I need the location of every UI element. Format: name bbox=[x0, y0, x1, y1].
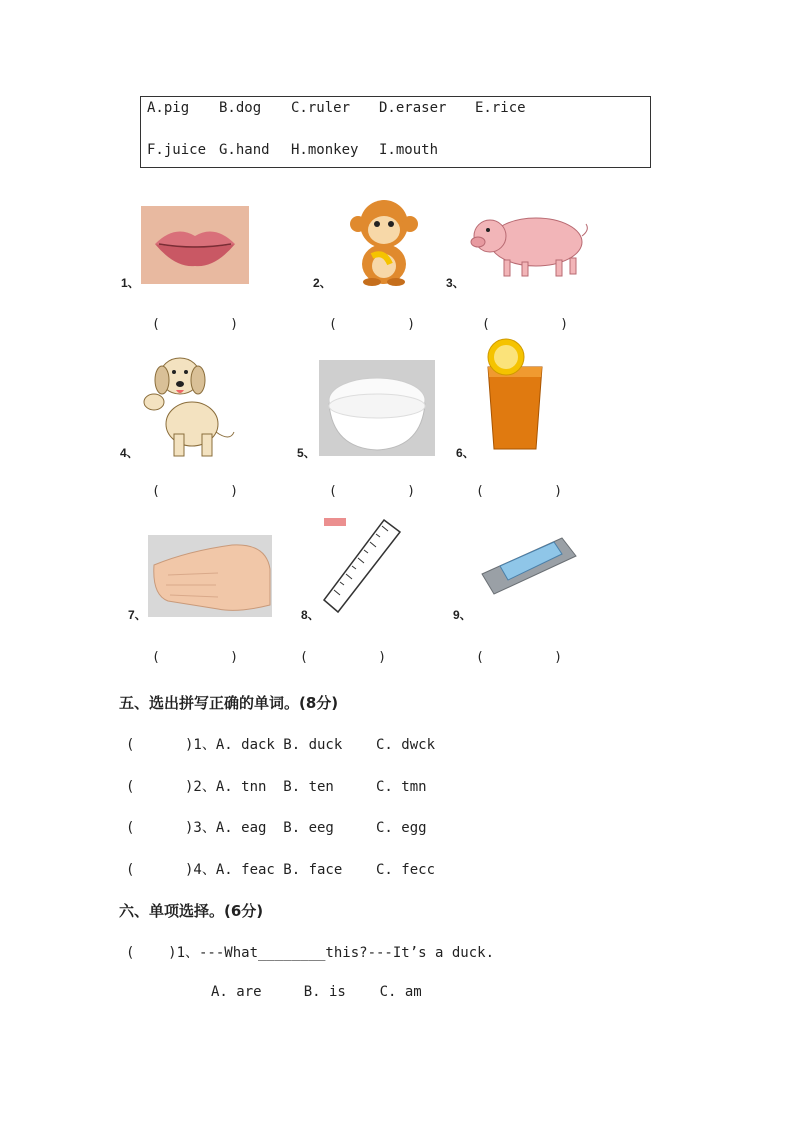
answer-blank[interactable]: ( ) bbox=[329, 484, 416, 499]
word-option: G.hand bbox=[219, 142, 270, 158]
picture-number: 1、 bbox=[121, 276, 140, 290]
word-option: E.rice bbox=[475, 100, 526, 116]
word-option: B.dog bbox=[219, 100, 262, 116]
dog-picture bbox=[140, 350, 238, 458]
pig-picture bbox=[464, 206, 596, 284]
picture-number: 6、 bbox=[456, 446, 475, 460]
picture-number: 5、 bbox=[297, 446, 316, 460]
choice-options: A. are B. is C. am bbox=[211, 984, 422, 1000]
picture-number: 2、 bbox=[313, 276, 332, 290]
section-title: 五、选出拼写正确的单词。(8分) bbox=[119, 694, 339, 712]
choice-question: ( )1、---What________this?---It’s a duck. bbox=[126, 945, 495, 961]
word-option: D.eraser bbox=[379, 100, 447, 116]
rice-picture bbox=[319, 360, 435, 456]
picture-number: 8、 bbox=[301, 608, 320, 622]
picture-number: 9、 bbox=[453, 608, 472, 622]
spelling-question: ( )4、A. feac B. face C. fecc bbox=[126, 862, 436, 878]
word-option: F.juice bbox=[147, 142, 207, 158]
answer-blank[interactable]: ( ) bbox=[152, 650, 239, 665]
answer-blank[interactable]: ( ) bbox=[152, 317, 239, 332]
picture-number: 4、 bbox=[120, 446, 139, 460]
answer-blank[interactable]: ( ) bbox=[482, 317, 569, 332]
ruler-picture bbox=[320, 516, 404, 616]
spelling-question: ( )1、A. dack B. duck C. dwck bbox=[126, 737, 436, 753]
hand-picture bbox=[148, 535, 272, 617]
spelling-question: ( )2、A. tnn B. ten C. tmn bbox=[126, 779, 427, 795]
spelling-question: ( )3、A. eag B. eeg C. egg bbox=[126, 820, 427, 836]
word-option: C.ruler bbox=[291, 100, 351, 116]
answer-blank[interactable]: ( ) bbox=[300, 650, 387, 665]
answer-blank[interactable]: ( ) bbox=[152, 484, 239, 499]
word-option: A.pig bbox=[147, 100, 190, 116]
eraser-picture bbox=[472, 508, 582, 618]
answer-blank[interactable]: ( ) bbox=[476, 484, 563, 499]
word-option: I.mouth bbox=[379, 142, 439, 158]
picture-number: 7、 bbox=[128, 608, 147, 622]
word-option: H.monkey bbox=[291, 142, 359, 158]
answer-blank[interactable]: ( ) bbox=[476, 650, 563, 665]
answer-blank[interactable]: ( ) bbox=[329, 317, 416, 332]
section-title: 六、单项选择。(6分) bbox=[119, 902, 264, 920]
mouth-picture bbox=[141, 206, 249, 284]
monkey-picture bbox=[344, 194, 424, 286]
juice-picture bbox=[480, 337, 550, 455]
picture-number: 3、 bbox=[446, 276, 465, 290]
